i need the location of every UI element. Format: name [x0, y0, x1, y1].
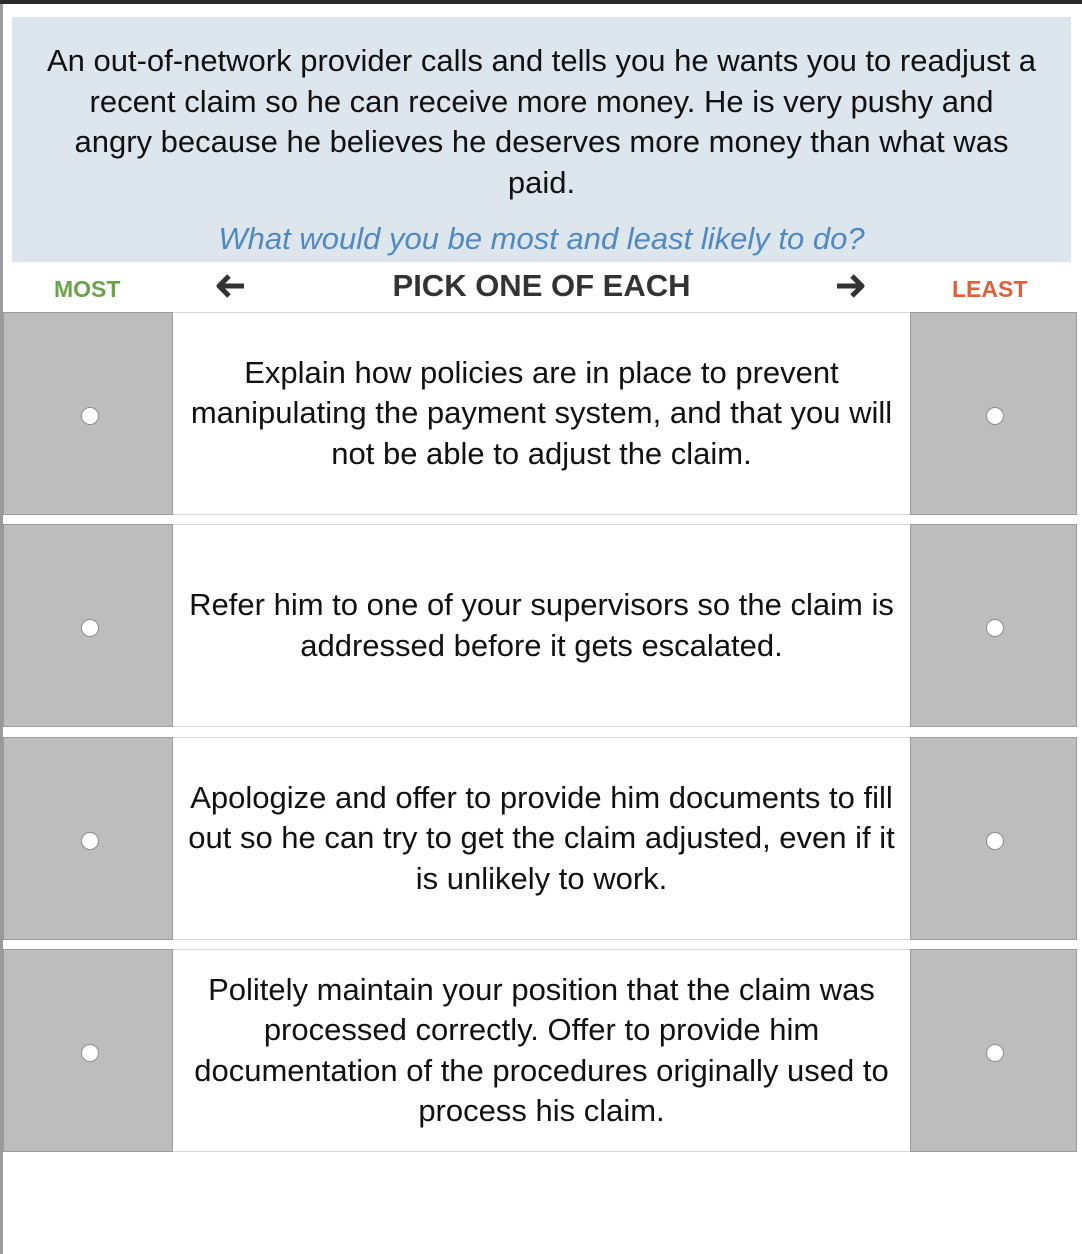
- option-row-3: [3, 737, 1077, 942]
- scenario-text: An out-of-network provider calls and tells you he wants you to readjust a recent claim so he can receive more money. He is very pushy and angry because he believes he deserves more money than what was paid.: [46, 43, 1037, 200]
- least-label: LEAST: [952, 276, 1028, 302]
- least-radio-2[interactable]: [986, 619, 1004, 637]
- option-row-2: [3, 524, 1077, 729]
- most-radio-1[interactable]: [81, 407, 99, 425]
- option-label-2: Refer him to one of your supervisors so the claim is addressed before it gets escalated.: [189, 587, 894, 663]
- least-choice-2[interactable]: [910, 524, 1077, 727]
- least-radio-1[interactable]: [986, 407, 1004, 425]
- least-choice-4[interactable]: [910, 949, 1077, 1152]
- option-text-2: [173, 524, 910, 727]
- most-radio-2[interactable]: [81, 619, 99, 637]
- most-choice-3[interactable]: [3, 737, 173, 940]
- pick-one-instruction: PICK ONE OF EACH: [392, 268, 691, 303]
- option-text-3: [173, 737, 910, 940]
- option-row-1: [3, 312, 1077, 517]
- arrow-right-icon: [835, 274, 865, 298]
- most-choice-2[interactable]: [3, 524, 173, 727]
- question-panel: [12, 17, 1071, 262]
- least-radio-3[interactable]: [986, 832, 1004, 850]
- least-choice-3[interactable]: [910, 737, 1077, 940]
- least-choice-1[interactable]: [910, 312, 1077, 515]
- option-label-3: Apologize and offer to provide him documents to fill out so he can try to get the claim adjusted, even if it is unlikely to work.: [188, 779, 895, 896]
- most-radio-4[interactable]: [81, 1044, 99, 1062]
- top-bar: [0, 0, 1082, 4]
- most-radio-3[interactable]: [81, 832, 99, 850]
- question-prompt: What would you be most and least likely to do?: [218, 221, 865, 256]
- option-row-4: [3, 949, 1077, 1154]
- option-label-1: Explain how policies are in place to prevent manipulating the payment system, and that you will not be able to adjust the claim.: [190, 354, 893, 471]
- most-choice-1[interactable]: [3, 312, 173, 515]
- least-radio-4[interactable]: [986, 1044, 1004, 1062]
- option-text-4: [173, 949, 910, 1152]
- option-label-4: Politely maintain your position that the claim was processed correctly. Offer to provide him documentation of the procedures originally used to process his claim.: [194, 971, 889, 1128]
- option-text-1: [173, 312, 910, 515]
- pick-header: [12, 262, 1071, 312]
- most-label: MOST: [54, 276, 121, 302]
- most-choice-4[interactable]: [3, 949, 173, 1152]
